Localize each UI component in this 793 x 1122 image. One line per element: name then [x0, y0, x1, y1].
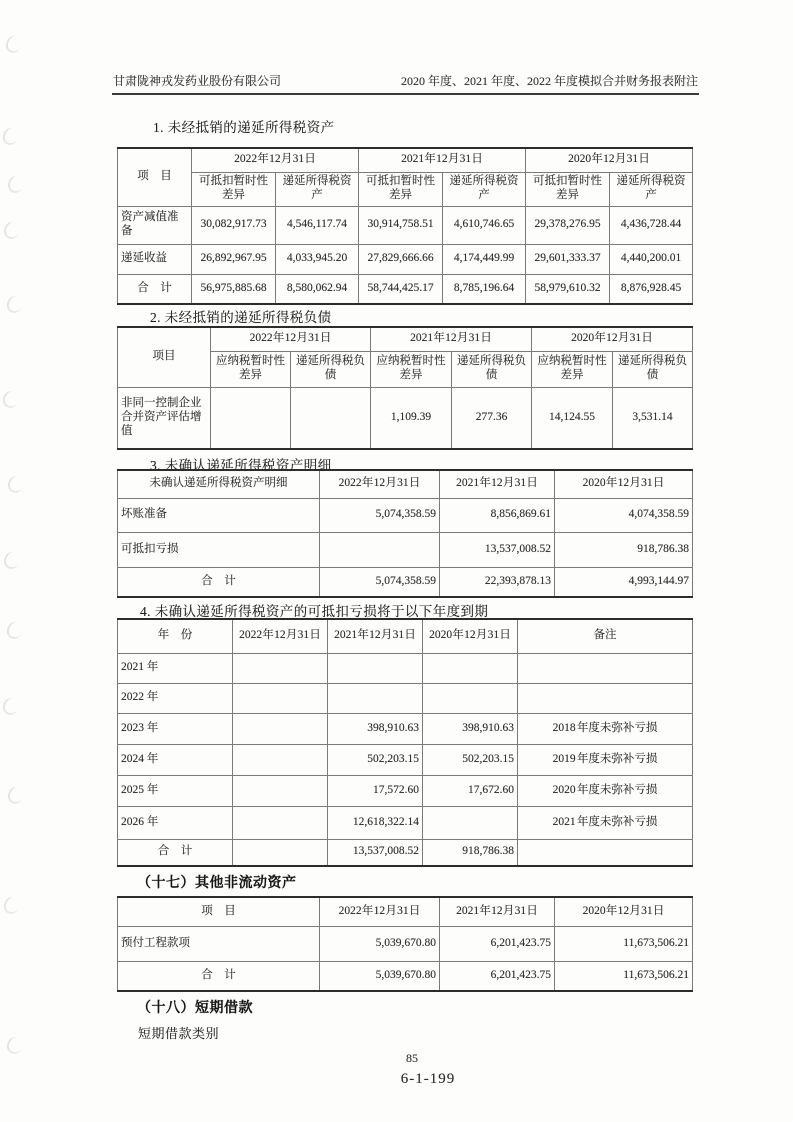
row-label: 预付工程款项 — [118, 926, 320, 961]
data-cell: 918,786.38 — [423, 839, 518, 866]
data-cell: 5,074,358.59 — [320, 567, 440, 597]
scan-artifact-mark — [6, 174, 26, 195]
table-row — [118, 683, 693, 713]
header-cell: 2020 年 12 月 31 日 — [532, 327, 693, 351]
data-cell: 12,618,322.14 — [328, 806, 423, 839]
header-cell: 2020 年 12 月 31 日 — [555, 470, 693, 498]
data-cell: 11,673,506.21 — [555, 926, 693, 961]
scan-artifact-mark — [5, 1035, 25, 1056]
header-cell: 2021 年 12 月 31 日 — [371, 327, 532, 351]
table-row — [118, 387, 693, 449]
header-cell: 年 份 — [118, 619, 233, 653]
row-label: 2024 年 — [118, 744, 233, 775]
header-cell: 应纳税暂时性差异 — [211, 351, 291, 387]
data-cell: 58,744,425.17 — [359, 274, 443, 304]
table-deferred-tax-assets — [117, 147, 693, 305]
table-other-noncurrent-assets — [117, 896, 693, 992]
header-cell: 2022 年 12 月 31 日 — [320, 897, 440, 926]
data-cell: 13,537,008.52 — [440, 532, 555, 567]
data-cell: 502,203.15 — [328, 744, 423, 775]
header-cell: 2021 年 12 月 31 日 — [440, 897, 555, 926]
data-cell: 29,378,276.95 — [526, 206, 610, 244]
data-cell — [233, 806, 328, 839]
data-cell: 398,910.63 — [328, 713, 423, 744]
data-cell: 8,785,196.64 — [443, 274, 526, 304]
scan-artifact-mark — [6, 785, 26, 806]
data-cell: 4,610,746.65 — [443, 206, 526, 244]
page-number: 85 — [406, 1051, 418, 1065]
table-row — [118, 172, 693, 206]
header-cell: 2021 年 12 月 31 日 — [440, 470, 555, 498]
row-label: 合 计 — [118, 961, 320, 991]
data-cell: 4,436,728.44 — [610, 206, 693, 244]
data-cell: 2018 年度未弥补亏损 — [518, 713, 693, 744]
scan-artifact-mark — [2, 895, 22, 916]
row-label: 坏账准备 — [118, 498, 320, 532]
table-row — [118, 206, 693, 244]
data-cell — [423, 653, 518, 683]
row-label: 合 计 — [118, 839, 233, 866]
table-deductible-losses-expiry — [117, 618, 693, 867]
total-row — [118, 961, 693, 991]
table-deferred-tax-liabilities — [117, 326, 693, 450]
data-cell — [233, 775, 328, 806]
scan-artifact-mark — [1, 126, 21, 147]
table-row — [118, 744, 693, 775]
table-row — [118, 775, 693, 806]
table-row — [118, 244, 693, 274]
total-row — [118, 567, 693, 597]
data-cell — [423, 806, 518, 839]
table-row — [118, 148, 693, 172]
data-cell: 30,914,758.51 — [359, 206, 443, 244]
doc-header — [113, 72, 698, 89]
header-cell: 未确认递延所得税资产明细 — [118, 470, 320, 498]
row-label: 可抵扣亏损 — [118, 532, 320, 567]
doc-page-code: 6-1-199 — [400, 1071, 456, 1087]
data-cell: 2019 年度未弥补亏损 — [518, 744, 693, 775]
header-cell: 2020 年 12 月 31 日 — [423, 619, 518, 653]
header-cell: 递延所得税负债 — [613, 351, 693, 387]
total-row — [118, 839, 693, 866]
header-cell: 项目 — [118, 327, 211, 387]
header-cell: 递延所得税资产 — [276, 172, 359, 206]
data-cell: 4,174,449.99 — [443, 244, 526, 274]
data-cell — [328, 653, 423, 683]
section-heading-3: 3. 未确认递延所得税资产明细 — [150, 458, 332, 473]
data-cell: 56,975,885.68 — [192, 274, 276, 304]
header-cell: 递延所得税资产 — [610, 172, 693, 206]
data-cell — [320, 532, 440, 567]
header-cell: 项 目 — [118, 148, 192, 206]
table-row — [118, 806, 693, 839]
section-heading-18: （十八）短期借款 — [137, 999, 253, 1015]
data-cell — [423, 683, 518, 713]
data-cell: 1,109.39 — [371, 387, 452, 449]
data-cell: 13,537,008.52 — [328, 839, 423, 866]
data-cell: 3,531.14 — [613, 387, 693, 449]
data-cell: 2021 年度未弥补亏损 — [518, 806, 693, 839]
data-cell: 8,876,928.45 — [610, 274, 693, 304]
data-cell: 8,856,869.61 — [440, 498, 555, 532]
data-cell — [211, 387, 291, 449]
table-unrecognized-dta — [117, 469, 693, 598]
header-cell: 递延所得税负债 — [291, 351, 371, 387]
table-row — [118, 713, 693, 744]
scan-artifact-mark — [5, 620, 25, 641]
header-cell: 项 目 — [118, 897, 320, 926]
header-cell: 备注 — [518, 619, 693, 653]
data-cell: 2020 年度未弥补亏损 — [518, 775, 693, 806]
report-title: 2020 年度、2021 年度、2022 年度模拟合并财务报表附注 — [400, 74, 698, 88]
data-cell: 22,393,878.13 — [440, 567, 555, 597]
header-cell: 2022 年 12 月 31 日 — [320, 470, 440, 498]
table-row — [118, 327, 693, 351]
data-cell — [233, 683, 328, 713]
table-row — [118, 653, 693, 683]
data-cell — [233, 713, 328, 744]
data-cell — [291, 387, 371, 449]
data-cell: 4,033,945.20 — [276, 244, 359, 274]
table-row — [118, 926, 693, 961]
row-label: 合 计 — [118, 567, 320, 597]
data-cell: 8,580,062.94 — [276, 274, 359, 304]
data-cell: 11,673,506.21 — [555, 961, 693, 991]
header-rule — [112, 93, 699, 95]
section-heading-17: （十七）其他非流动资产 — [137, 874, 297, 890]
company-name: 甘肃陇神戎发药业股份有限公司 — [113, 74, 282, 88]
short-term-loan-category-label: 短期借款类别 — [138, 1026, 220, 1041]
data-cell: 5,039,670.80 — [320, 926, 440, 961]
header-cell: 应纳税暂时性差异 — [371, 351, 452, 387]
data-cell: 502,203.15 — [423, 744, 518, 775]
row-label: 2023 年 — [118, 713, 233, 744]
header-cell: 2020 年 12 月 31 日 — [526, 148, 693, 172]
scan-artifact-mark — [1, 696, 21, 717]
row-label: 2021 年 — [118, 653, 233, 683]
data-cell: 6,201,423.75 — [440, 961, 555, 991]
header-cell: 可抵扣暂时性差异 — [359, 172, 443, 206]
row-label: 资产减值准备 — [118, 206, 192, 244]
data-cell: 17,572.60 — [328, 775, 423, 806]
scan-artifact-mark — [2, 550, 22, 571]
data-cell — [233, 653, 328, 683]
row-label: 合 计 — [118, 274, 192, 304]
header-cell: 2022 年 12 月 31 日 — [211, 327, 371, 351]
row-label: 递延收益 — [118, 244, 192, 274]
header-cell: 应纳税暂时性差异 — [532, 351, 613, 387]
section-heading-4: 4. 未确认递延所得税资产的可抵扣亏损将于以下年度到期 — [140, 604, 489, 619]
table-row — [118, 532, 693, 567]
data-cell — [518, 683, 693, 713]
data-cell: 4,993,144.97 — [555, 567, 693, 597]
data-cell: 4,546,117.74 — [276, 206, 359, 244]
data-cell: 277.36 — [452, 387, 532, 449]
scan-artifact-mark — [4, 34, 24, 55]
data-cell: 27,829,666.66 — [359, 244, 443, 274]
scan-artifact-mark — [6, 474, 26, 495]
header-cell: 递延所得税资产 — [443, 172, 526, 206]
data-cell: 29,601,333.37 — [526, 244, 610, 274]
header-cell: 2022 年 12 月 31 日 — [233, 619, 328, 653]
data-cell: 14,124.55 — [532, 387, 613, 449]
data-cell — [518, 839, 693, 866]
data-cell: 26,892,967.95 — [192, 244, 276, 274]
data-cell: 58,979,610.32 — [526, 274, 610, 304]
section-heading-1: 1. 未经抵销的递延所得税资产 — [153, 120, 335, 135]
data-cell: 398,910.63 — [423, 713, 518, 744]
total-row — [118, 274, 693, 304]
row-label: 2022 年 — [118, 683, 233, 713]
header-cell: 可抵扣暂时性差异 — [192, 172, 276, 206]
data-cell — [518, 653, 693, 683]
data-cell — [328, 683, 423, 713]
header-cell: 2022 年 12 月 31 日 — [192, 148, 359, 172]
header-cell: 递延所得税负债 — [452, 351, 532, 387]
header-cell: 2020 年 12 月 31 日 — [555, 897, 693, 926]
header-cell: 2021 年 12 月 31 日 — [328, 619, 423, 653]
row-label: 2026 年 — [118, 806, 233, 839]
data-cell: 4,440,200.01 — [610, 244, 693, 274]
data-cell: 30,082,917.73 — [192, 206, 276, 244]
table-row — [118, 470, 693, 498]
data-cell: 918,786.38 — [555, 532, 693, 567]
header-cell: 2021 年 12 月 31 日 — [359, 148, 526, 172]
scan-artifact-mark — [5, 294, 25, 315]
data-cell: 5,039,670.80 — [320, 961, 440, 991]
data-cell: 17,672.60 — [423, 775, 518, 806]
scan-artifact-mark — [2, 220, 22, 241]
table-row — [118, 619, 693, 653]
data-cell — [233, 839, 328, 866]
section-heading-2: 2. 未经抵销的递延所得税负债 — [150, 310, 332, 325]
data-cell: 5,074,358.59 — [320, 498, 440, 532]
scan-artifact-mark — [1, 389, 21, 410]
data-cell: 6,201,423.75 — [440, 926, 555, 961]
row-label: 非同一控制企业合并资产评估增值 — [118, 387, 211, 449]
table-row — [118, 498, 693, 532]
header-cell: 可抵扣暂时性差异 — [526, 172, 610, 206]
table-row — [118, 897, 693, 926]
data-cell: 4,074,358.59 — [555, 498, 693, 532]
data-cell — [233, 744, 328, 775]
row-label: 2025 年 — [118, 775, 233, 806]
